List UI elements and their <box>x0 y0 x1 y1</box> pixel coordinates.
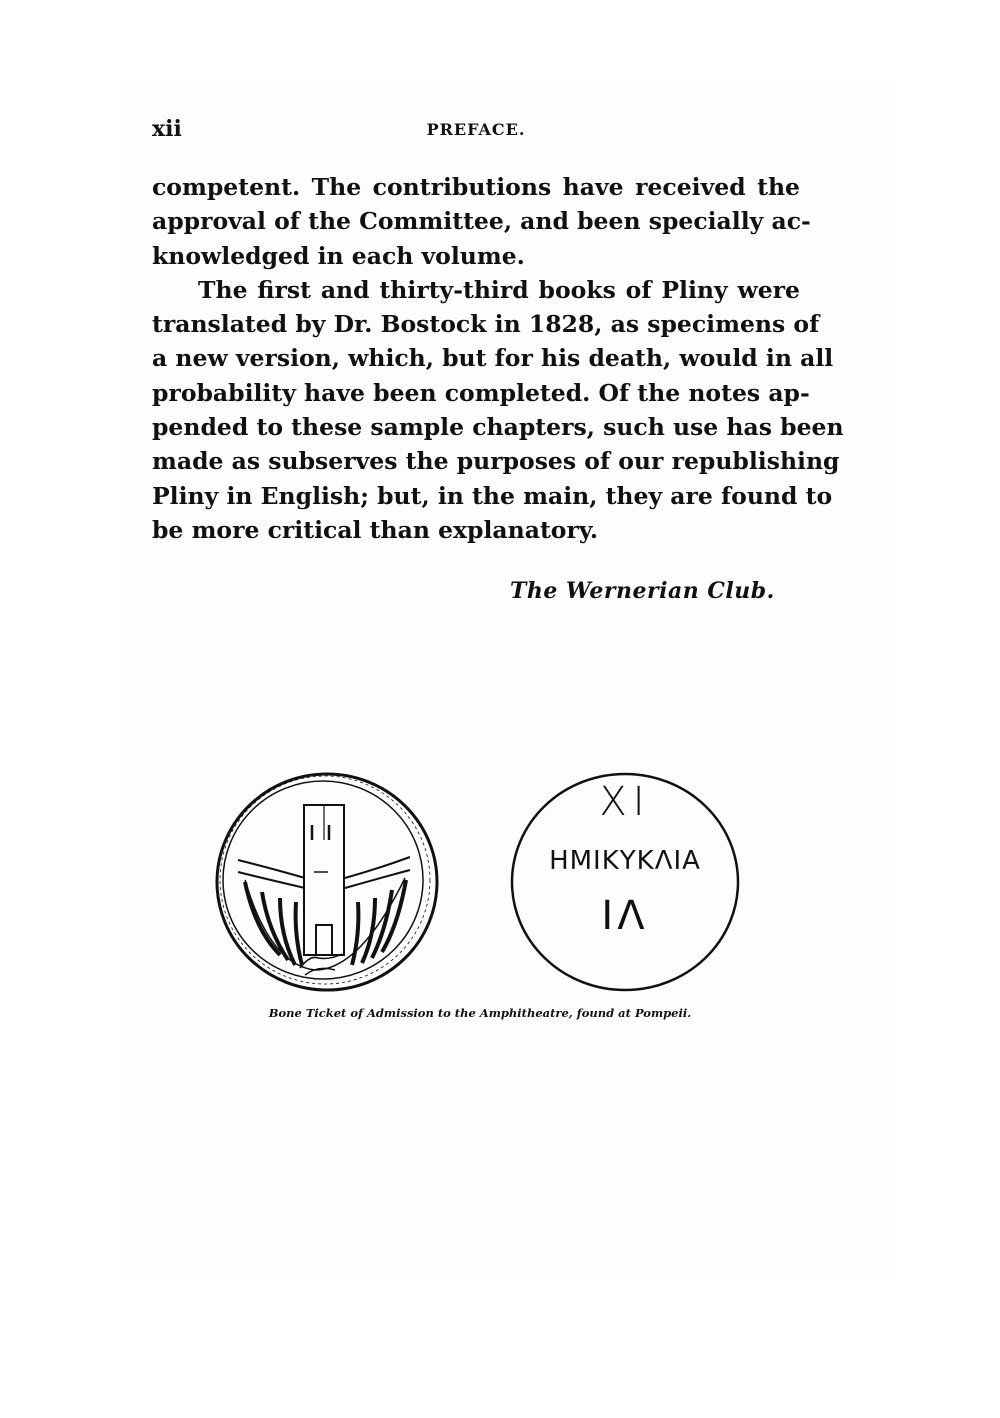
paragraph-1 <box>152 170 811 273</box>
paragraph-2 <box>152 273 844 547</box>
text-line: be more critical than explanatory. <box>152 515 599 544</box>
page-number: xii <box>152 116 182 142</box>
text-line: made as subserves the purposes of our republishing <box>152 447 840 476</box>
text-line: translated by Dr. Bostock in 1828, as specimens of <box>152 310 820 339</box>
body-text <box>152 170 844 547</box>
bone-ticket-figure <box>210 760 740 1000</box>
text-line: probability have been completed. Of the notes ap- <box>152 378 810 407</box>
reverse-inscription <box>512 780 738 980</box>
signature: The Wernerian Club. <box>510 578 775 604</box>
text-line: a new version, which, but for his death, would in all <box>152 344 834 373</box>
running-title: PREFACE. <box>426 120 526 139</box>
running-head <box>152 116 800 146</box>
text-line: approval of the Committee, and been specially ac- <box>152 207 811 236</box>
inscription-line-2: ΗΜΙΚΥΚΛΙΑ <box>549 846 701 876</box>
inscription-line-1: XI <box>599 779 651 825</box>
text-line: knowledged in each volume. <box>152 241 525 270</box>
inscription-line-3: ΙΛ <box>601 893 649 939</box>
text-line: pended to these sample chapters, such use has been <box>152 413 844 442</box>
text-line: competent. The contributions have received the <box>152 173 800 201</box>
figure-caption: Bone Ticket of Admission to the Amphitheatre, found at Pompeii. <box>268 1006 692 1020</box>
text-line: The first and thirty-third books of Pliny were <box>198 275 800 304</box>
text-line: Pliny in English; but, in the main, they are found to <box>152 481 833 510</box>
